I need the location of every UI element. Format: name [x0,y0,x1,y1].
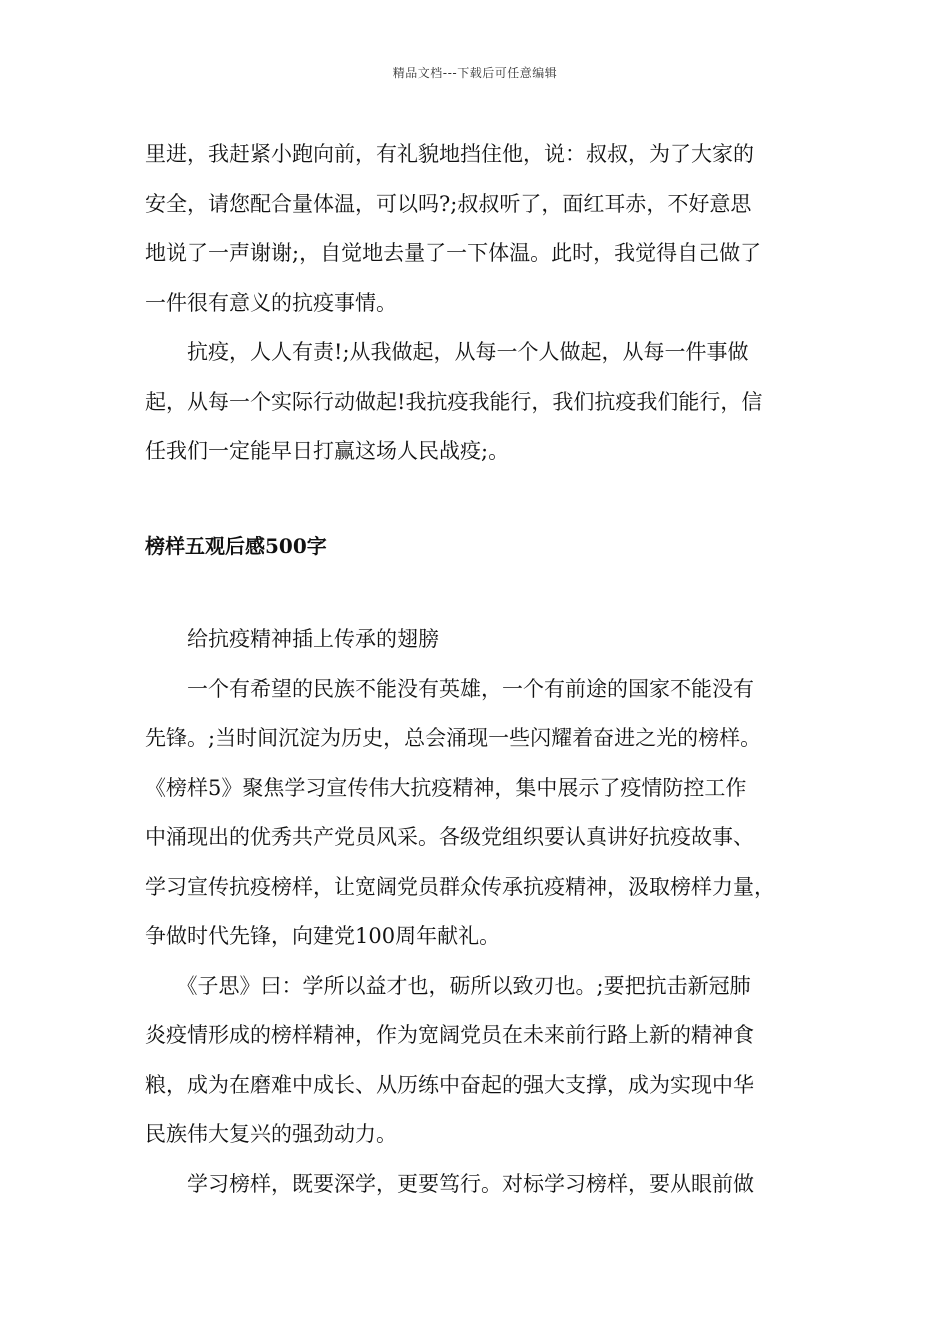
subtitle-line: 给抗疫精神插上传承的翅膀 [145,627,439,651]
text-line: 一个有希望的民族不能没有英雄，一个有前途的国家不能没有 [145,676,754,701]
text-line: 学习宣传抗疫榜样，让宽阔党员群众传承抗疫精神，汲取榜样力量， [145,874,775,899]
text-line: 先锋。;当时间沉淀为历史，总会涌现一些闪耀着奋进之光的榜样。 [145,726,762,750]
text-line: 起，从每一个实际行动做起!我抗疫我能行，我们抗疫我们能行，信 [145,389,763,414]
text-line: 一件很有意义的抗疫事情。 [145,290,397,315]
text-line: 学习榜样，既要深学，更要笃行。对标学习榜样，要从眼前做 [145,1171,754,1196]
text-line: 地说了一声谢谢;，自觉地去量了一下体温。此时，我觉得自己做了 [145,241,762,265]
text-line: 抗疫，人人有责!;从我做起，从每一个人做起，从每一件事做 [145,340,749,364]
section-title: 榜样五观后感500字 [145,533,327,558]
text-line: 争做时代先锋，向建党100周年献礼。 [145,924,501,948]
text-line: 中涌现出的优秀共产党员风采。各级党组织要认真讲好抗疫故事、 [145,825,754,849]
paragraph-2 [145,328,820,477]
text-line: 里进，我赶紧小跑向前，有礼貌地挡住他，说：叔叔，为了大家的 [145,142,754,166]
spacer [145,571,820,615]
spacer [145,477,820,522]
text-line: 《子思》曰：学所以益才也，砺所以致刃也。;要把抗击新冠肺 [145,973,751,998]
section-subtitle [145,615,820,665]
text-line: 民族伟大复兴的强劲动力。 [145,1122,397,1146]
paragraph-4 [145,962,820,1160]
text-line: 粮，成为在磨难中成长、从历练中奋起的强大支撑，成为实现中华 [145,1072,754,1097]
paragraph-1 [145,130,820,328]
document-body [145,130,820,1209]
paragraph-3 [145,665,820,962]
text-line: 安全，请您配合量体温，可以吗?;叔叔听了，面红耳赤，不好意思 [145,191,752,216]
page-header: 精品文档---下载后可任意编辑 [392,66,558,80]
text-line: 炎疫情形成的榜样精神，作为宽阔党员在未来前行路上新的精神食 [145,1023,754,1047]
text-line: 任我们一定能早日打赢这场人民战疫;。 [145,439,510,463]
paragraph-5 [145,1160,820,1210]
text-line: 《榜样5》聚焦学习宣传伟大抗疫精神，集中展示了疫情防控工作 [145,775,747,800]
